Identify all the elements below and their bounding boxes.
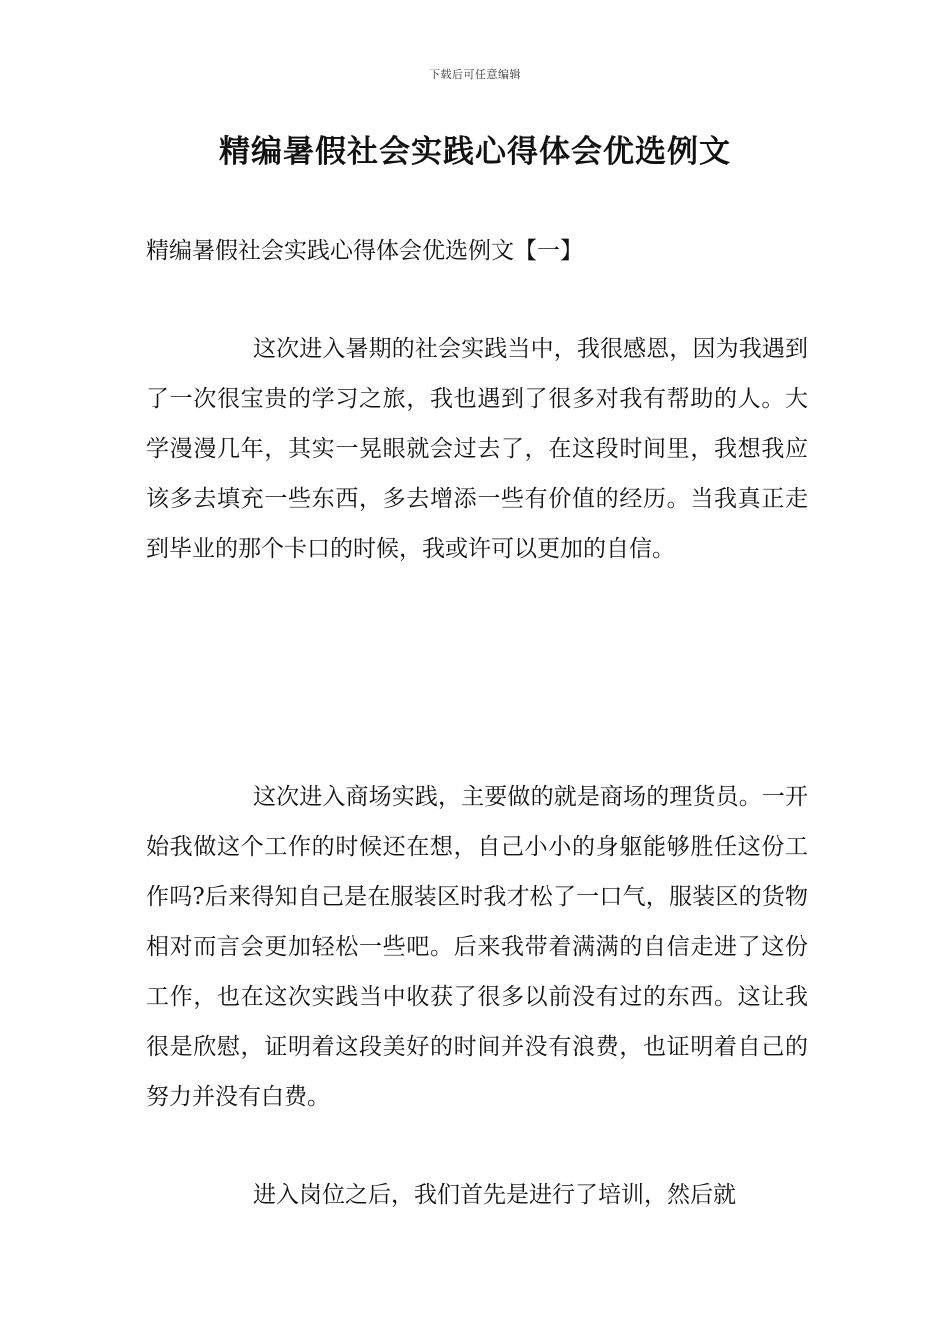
paragraph-3: 进入岗位之后，我们首先是进行了培训，然后就 bbox=[253, 1182, 736, 1208]
section-heading: 精编暑假社会实践心得体会优选例文【一】 bbox=[146, 238, 583, 264]
header-note: 下载后可任意编辑 bbox=[429, 68, 521, 81]
paragraph-2: 这次进入商场实践，主要做的就是商场的理货员。一开始我做这个工作的时候还在想，自己小小的身躯能够胜任这份工作吗?后来得知自己是在服装区时我才松了一口气，服装区的货物相对而言会更加轻松一些吧。后来我带着满满的自信走进了这份工作，也在这次实践当中收获了很多以前没有过的东西。这让我很是欣慰，证明着这段美好的时间并没有浪费，也证明着自己的努力并没有白费。 bbox=[146, 784, 808, 1110]
paragraph-1: 这次进入暑期的社会实践当中，我很感恩，因为我遇到了一次很宝贵的学习之旅，我也遇到了很多对我有帮助的人。大学漫漫几年，其实一晃眼就会过去了，在这段时间里，我想我应该多去填充一些东西，多去增添一些有价值的经历。当我真正走到毕业的那个卡口的时候，我或许可以更加的自信。 bbox=[146, 336, 808, 562]
document-title: 精编暑假社会实践心得体会优选例文 bbox=[219, 134, 731, 170]
